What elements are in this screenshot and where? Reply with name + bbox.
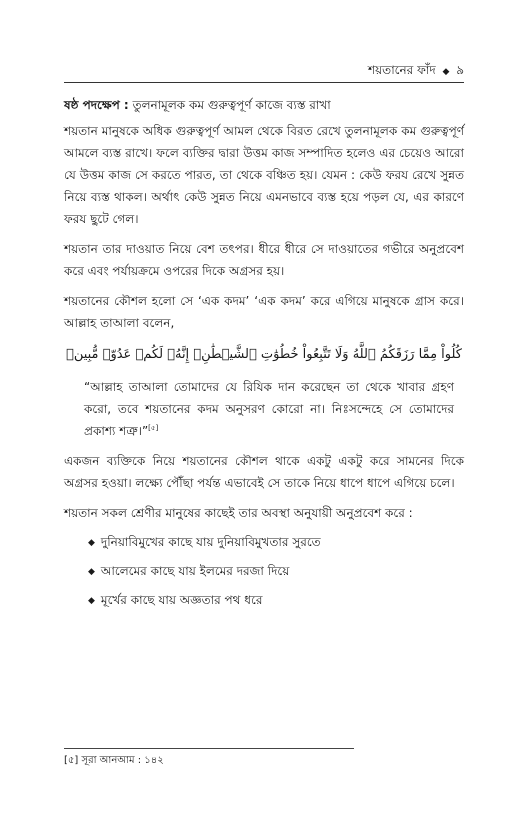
- step-label: ষষ্ঠ পদক্ষেপ :: [64, 98, 129, 112]
- body-paragraph: একজন ব্যক্তিকে নিয়ে শয়তানের কৌশল থাকে একটু একটু করে সামনের দিকে অগ্রসর হওয়া। লক্ষ্যে পৌঁছা পর্যন্ত এভাবেই সে তাকে নিয়ে ধাপে ধাপে এগিয়ে চলে।: [64, 454, 464, 490]
- list-item-text: মূর্খের কাছে যায় অজ্ঞতার পথ ধরে: [100, 593, 263, 607]
- diamond-bullet-icon: ◆: [88, 538, 95, 548]
- footnote-mark: [৫]: [64, 755, 79, 766]
- footnote: [64, 754, 164, 768]
- footnote-rule: [64, 748, 354, 749]
- page-body: [64, 94, 464, 619]
- body-paragraph: শয়তানের কৌশল হলো সে ‘এক কদম’ ‘এক কদম’ করে এগিয়ে মানুষকে গ্রাস করে। আল্লাহ তাআলা বলেন,: [64, 294, 464, 330]
- translation-text: “আল্লাহ তাআলা তোমাদের যে রিযিক দান করেছেন তা থেকে খাবার গ্রহণ করো, তবে শয়তানের কদম অনুসরণ কোরো না। নিঃসন্দেহে সে তোমাদের প্রকাশ্য শত্রু।”: [84, 380, 454, 438]
- list-item-text: দুনিয়াবিমুখের কাছে যায় দুনিয়াবিমুখতার সুরতে: [100, 535, 321, 549]
- bullet-list: [64, 532, 464, 611]
- footnote-ref[interactable]: [৫]: [148, 424, 159, 432]
- diamond-separator-icon: ◆: [442, 67, 450, 77]
- body-paragraph: শয়তান তার দাওয়াত নিয়ে বেশ তৎপর। ধীরে ধীরে সে দাওয়াতের গভীরে অনুপ্রবেশ করে এবং পর্যায়ক্রমে ওপরের দিকে অগ্রসর হয়।: [64, 242, 464, 278]
- arabic-verse: كُلُواْ مِمَّا رَزَقَكُمُ ٱللَّهُ وَلَا تَتَّبِعُواْ خُطُوَٰتِ ٱلشَّيۡطَٰنِۚ إِنَّهُۥ لَكُمۡ عَدُوّٞ مُّبِينٞ: [66, 347, 462, 362]
- verse-translation: [64, 376, 464, 442]
- page-number: ৯: [456, 63, 464, 77]
- list-item: [88, 561, 464, 582]
- footnote-text: সূরা আনআম : ১৪২: [81, 755, 164, 766]
- running-head: [368, 62, 464, 80]
- diamond-bullet-icon: ◆: [88, 567, 95, 577]
- diamond-bullet-icon: ◆: [88, 596, 95, 606]
- running-head-title: শয়তানের ফাঁদ: [368, 63, 436, 77]
- list-item: [88, 590, 464, 611]
- heading-text: তুলনামূলক কম গুরুত্বপূর্ণ কাজে ব্যস্ত রাখা: [132, 98, 331, 112]
- body-paragraph: শয়তান সকল শ্রেণীর মানুষের কাছেই তার অবস্থা অনুযায়ী অনুপ্রবেশ করে :: [64, 506, 413, 520]
- list-item-text: আলেমের কাছে যায় ইলমের দরজা দিয়ে: [100, 564, 290, 578]
- header-rule: [64, 82, 464, 83]
- list-item: [88, 532, 464, 553]
- section-heading: [64, 94, 464, 116]
- body-paragraph: শয়তান মানুষকে অধিক গুরুত্বপূর্ণ আমল থেকে বিরত রেখে তুলনামূলক কম গুরুত্বপূর্ণ আমলে ব্যস্ত রাখে। ফলে ব্যক্তির দ্বারা উত্তম কাজ সম্পাদিত হলেও এর চেয়েও আরো যে উত্তম কাজ সে করতে পারত, তা থেকে বঞ্চিত হয়। যেমন : কেউ ফরয রেখে সুন্নত নিয়ে ব্যস্ত থাকল। অর্থাৎ কেউ সুন্নত নিয়ে এমনভাবে ব্যস্ত হয়ে পড়ল যে, এর কারণে ফরয ছুটে গেল।: [64, 124, 464, 226]
